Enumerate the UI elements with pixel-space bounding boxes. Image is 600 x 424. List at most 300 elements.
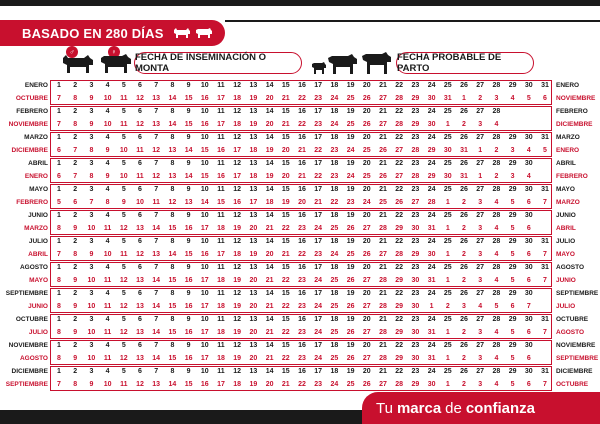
due-day-cell: 27 (379, 251, 387, 258)
day-cell: 12 (233, 186, 242, 193)
due-day-cell: 9 (121, 199, 126, 206)
day-cell: 29 (508, 316, 517, 323)
day-cell: 7 (154, 342, 159, 349)
day-cell: 13 (249, 368, 258, 375)
due-day-cell: 18 (249, 173, 258, 180)
day-cell: 13 (249, 160, 258, 167)
day-cell: 22 (395, 368, 404, 375)
day-cell: 27 (476, 290, 485, 297)
page-title: BASADO EN 280 DÍAS (22, 25, 164, 41)
due-month-label: MAYO (29, 277, 48, 284)
day-cell: 20 (362, 82, 371, 89)
due-day-cell: 3 (478, 121, 483, 128)
day-cell: 27 (476, 108, 485, 115)
day-cell: 22 (395, 82, 404, 89)
due-day-cell: 2 (494, 147, 499, 154)
day-cell: 5 (121, 264, 126, 271)
day-cell: 3 (89, 212, 94, 219)
day-cell: 17 (314, 238, 323, 245)
due-day-cell: 8 (57, 329, 61, 336)
day-cell: 15 (281, 368, 290, 375)
day-cell: 27 (476, 134, 485, 141)
day-cell: 20 (362, 212, 371, 219)
due-day-cell: 22 (281, 355, 290, 362)
day-cell: 25 (443, 134, 452, 141)
day-cell: 17 (314, 316, 323, 323)
day-cell: 11 (217, 368, 225, 375)
day-cell: 25 (443, 368, 452, 375)
due-day-cell: 5 (510, 199, 515, 206)
due-day-cell: 17 (233, 147, 242, 154)
due-day-cell: 23 (314, 95, 323, 102)
due-day-cell: 15 (168, 355, 177, 362)
tagline-middle: de (445, 399, 462, 417)
day-cell: 15 (281, 186, 290, 193)
due-day-cell: 28 (427, 199, 436, 206)
day-cell: 8 (170, 290, 175, 297)
day-cell: 3 (89, 342, 94, 349)
day-cell: 24 (427, 316, 436, 323)
due-day-cell: 26 (346, 225, 355, 232)
day-cell: 2 (73, 212, 78, 219)
day-cell: 21 (379, 368, 387, 375)
due-day-cell: 22 (281, 329, 290, 336)
due-day-cell: 23 (346, 199, 355, 206)
day-cell: 23 (411, 160, 420, 167)
day-cell: 10 (200, 342, 209, 349)
day-cell: 15 (281, 134, 290, 141)
day-cell: 16 (298, 82, 306, 89)
due-day-cell: 14 (152, 355, 161, 362)
due-day-cell: 8 (57, 355, 61, 362)
due-day-cell: 12 (136, 95, 144, 102)
due-day-cell: 19 (233, 303, 242, 310)
day-cell: 31 (541, 264, 549, 271)
day-cell: 30 (524, 368, 533, 375)
due-day-cell: 20 (265, 121, 274, 128)
due-month-label-right: MAYO (556, 251, 575, 258)
due-day-cell: 1 (445, 199, 450, 206)
due-day-cell: 2 (462, 225, 466, 232)
day-cell: 20 (362, 368, 371, 375)
due-day-cell: 4 (494, 251, 499, 258)
day-cell: 18 (330, 316, 339, 323)
due-day-cell: 28 (379, 329, 387, 336)
day-cell: 28 (492, 108, 501, 115)
day-cell: 22 (395, 108, 404, 115)
due-day-cell: 11 (152, 199, 160, 206)
day-cell: 2 (73, 82, 78, 89)
day-cell: 9 (186, 238, 191, 245)
due-day-cell: 20 (249, 355, 258, 362)
due-day-cell: 15 (200, 173, 209, 180)
day-cell: 14 (265, 342, 274, 349)
due-day-cell: 18 (217, 303, 225, 310)
due-day-cell: 12 (136, 121, 144, 128)
day-cell: 9 (186, 290, 191, 297)
day-cell: 5 (121, 290, 126, 297)
day-cell: 19 (346, 290, 355, 297)
due-day-cell: 26 (362, 381, 371, 388)
day-cell: 20 (362, 316, 371, 323)
due-day-cell: 30 (427, 381, 436, 388)
month-label-right: MARZO (556, 134, 580, 141)
day-cell: 25 (443, 82, 452, 89)
due-day-cell: 13 (152, 381, 161, 388)
day-cell: 31 (541, 82, 549, 89)
day-cell: 31 (541, 368, 549, 375)
due-day-cell: 2 (462, 199, 466, 206)
day-cell: 14 (265, 82, 274, 89)
due-day-cell: 16 (200, 381, 209, 388)
due-day-cell: 29 (411, 381, 420, 388)
due-day-cell: 29 (395, 277, 404, 284)
month-label-right: FEBRERO (556, 108, 588, 115)
due-day-cell: 5 (494, 303, 499, 310)
day-cell: 28 (492, 186, 501, 193)
due-day-cell: 16 (200, 251, 209, 258)
day-cell: 25 (443, 342, 452, 349)
day-cell: 11 (217, 108, 225, 115)
due-day-cell: 24 (346, 147, 355, 154)
day-cell: 26 (460, 134, 468, 141)
insemination-row (0, 184, 600, 196)
due-day-cell: 5 (510, 329, 515, 336)
due-day-cell: 8 (57, 225, 61, 232)
day-cell: 1 (57, 368, 61, 375)
due-day-cell: 29 (395, 225, 404, 232)
due-day-cell: 4 (494, 355, 499, 362)
due-day-cell: 5 (510, 251, 515, 258)
day-cell: 26 (460, 82, 468, 89)
day-cell: 15 (281, 82, 290, 89)
due-month-label-right: SEPTIEMBRE (556, 355, 599, 362)
due-day-cell: 17 (200, 329, 209, 336)
due-day-cell: 16 (184, 277, 193, 284)
month-label-right: ABRIL (556, 160, 576, 167)
day-cell: 8 (170, 238, 175, 245)
due-day-cell: 27 (379, 121, 387, 128)
due-day-cell: 14 (168, 251, 177, 258)
due-day-cell: 12 (136, 381, 144, 388)
due-day-cell: 27 (362, 277, 371, 284)
due-day-cell: 13 (152, 251, 161, 258)
due-day-cell: 3 (510, 147, 515, 154)
day-cell: 19 (346, 108, 355, 115)
day-cell: 30 (524, 290, 533, 297)
due-day-cell: 23 (314, 121, 323, 128)
day-cell: 7 (154, 316, 159, 323)
due-day-cell: 19 (233, 225, 242, 232)
due-day-cell: 29 (427, 173, 436, 180)
due-day-cell: 18 (217, 225, 225, 232)
due-day-cell: 12 (119, 355, 128, 362)
day-cell: 1 (57, 134, 61, 141)
day-cell: 22 (395, 316, 404, 323)
day-cell: 18 (330, 238, 339, 245)
due-day-cell: 1 (445, 251, 450, 258)
due-day-cell: 18 (233, 381, 242, 388)
month-label: JULIO (28, 238, 48, 245)
day-cell: 11 (217, 134, 225, 141)
due-day-cell: 21 (281, 251, 290, 258)
day-cell: 5 (121, 160, 126, 167)
day-cell: 26 (460, 212, 468, 219)
insemination-row (0, 158, 600, 170)
day-cell: 9 (186, 316, 191, 323)
due-day-cell: 11 (120, 121, 128, 128)
due-day-cell: 7 (57, 95, 61, 102)
day-cell: 29 (508, 264, 517, 271)
due-day-cell: 17 (200, 303, 209, 310)
due-day-cell: 15 (217, 199, 225, 206)
day-cell: 14 (265, 160, 274, 167)
due-day-cell: 21 (281, 121, 290, 128)
due-day-cell: 29 (395, 329, 404, 336)
male-badge: ♂ (66, 46, 78, 58)
due-day-cell: 9 (73, 303, 78, 310)
due-day-cell: 10 (119, 173, 128, 180)
day-cell: 24 (427, 290, 436, 297)
day-cell: 4 (105, 290, 110, 297)
due-day-cell: 4 (494, 199, 499, 206)
day-cell: 2 (73, 342, 78, 349)
calving-row (0, 223, 600, 235)
due-day-cell: 26 (346, 277, 355, 284)
due-day-cell: 9 (73, 355, 78, 362)
calving-row (0, 249, 600, 261)
due-day-cell: 27 (395, 147, 404, 154)
due-day-cell: 14 (168, 95, 177, 102)
day-cell: 19 (346, 212, 355, 219)
due-day-cell: 24 (314, 225, 323, 232)
day-cell: 24 (427, 368, 436, 375)
day-cell: 10 (200, 108, 209, 115)
day-cell: 2 (73, 108, 78, 115)
due-day-cell: 26 (362, 251, 371, 258)
day-cell: 30 (524, 134, 533, 141)
month-label-right: AGOSTO (556, 264, 585, 271)
day-cell: 17 (314, 342, 323, 349)
due-day-cell: 20 (265, 381, 274, 388)
due-day-cell: 14 (152, 277, 161, 284)
due-day-cell: 20 (249, 303, 258, 310)
due-month-label: AGOSTO (19, 355, 48, 362)
due-day-cell: 27 (411, 199, 420, 206)
day-cell: 27 (476, 342, 485, 349)
day-cell: 26 (460, 186, 468, 193)
day-cell: 14 (265, 186, 274, 193)
due-day-cell: 2 (478, 95, 483, 102)
day-cell: 10 (200, 316, 209, 323)
header-banner (0, 20, 225, 46)
due-day-cell: 21 (265, 355, 274, 362)
due-day-cell: 15 (184, 251, 193, 258)
month-label-right: JUNIO (556, 212, 576, 219)
day-cell: 16 (298, 368, 306, 375)
day-cell: 13 (249, 238, 258, 245)
bull-icon (60, 52, 96, 74)
day-cell: 2 (73, 368, 78, 375)
header-cows (172, 27, 214, 39)
due-day-cell: 9 (89, 381, 94, 388)
due-day-cell: 25 (330, 277, 339, 284)
due-day-cell: 11 (120, 95, 128, 102)
due-day-cell: 13 (184, 199, 193, 206)
day-cell: 5 (121, 368, 126, 375)
day-cell: 9 (186, 108, 191, 115)
due-day-cell: 25 (330, 303, 339, 310)
due-day-cell: 20 (281, 173, 290, 180)
due-day-cell: 12 (168, 199, 177, 206)
due-day-cell: 25 (346, 95, 355, 102)
due-day-cell: 26 (362, 95, 371, 102)
due-day-cell: 10 (87, 277, 96, 284)
month-label-right: DICIEMBRE (556, 368, 593, 375)
due-day-cell: 22 (281, 225, 290, 232)
due-day-cell: 30 (411, 225, 420, 232)
day-cell: 7 (154, 160, 159, 167)
due-day-cell: 8 (57, 303, 61, 310)
due-day-cell: 11 (136, 147, 144, 154)
day-cell: 12 (233, 342, 242, 349)
day-cell: 3 (89, 186, 94, 193)
due-month-label-right: JUNIO (556, 277, 576, 284)
day-cell: 11 (217, 316, 225, 323)
day-cell: 22 (395, 290, 404, 297)
month-label: OCTUBRE (15, 316, 48, 323)
due-day-cell: 22 (298, 121, 306, 128)
day-cell: 9 (186, 212, 191, 219)
day-cell: 21 (379, 264, 387, 271)
day-cell: 16 (298, 316, 306, 323)
due-day-cell: 28 (379, 277, 387, 284)
due-day-cell: 17 (217, 381, 225, 388)
day-cell: 27 (476, 160, 485, 167)
due-day-cell: 10 (103, 251, 112, 258)
due-day-cell: 4 (494, 277, 499, 284)
due-day-cell: 17 (217, 95, 225, 102)
day-cell: 23 (411, 264, 420, 271)
day-cell: 15 (281, 316, 290, 323)
due-day-cell: 7 (57, 381, 61, 388)
due-day-cell: 1 (429, 303, 434, 310)
day-cell: 15 (281, 290, 290, 297)
day-cell: 17 (314, 82, 323, 89)
insemination-label: FECHA DE INSEMINACIÓN O MONTA (134, 52, 302, 74)
due-day-cell: 9 (73, 225, 78, 232)
day-cell: 25 (443, 186, 452, 193)
day-cell: 4 (105, 316, 110, 323)
due-day-cell: 4 (478, 303, 483, 310)
due-day-cell: 6 (73, 199, 78, 206)
day-cell: 8 (170, 316, 175, 323)
due-day-cell: 19 (265, 147, 274, 154)
due-day-cell: 12 (136, 251, 144, 258)
day-cell: 28 (492, 342, 501, 349)
due-day-cell: 19 (249, 381, 258, 388)
day-cell: 31 (541, 316, 549, 323)
due-day-cell: 29 (395, 355, 404, 362)
day-cell: 1 (57, 212, 61, 219)
insemination-row (0, 340, 600, 352)
insemination-row (0, 132, 600, 144)
due-day-cell: 8 (57, 277, 61, 284)
due-day-cell: 7 (57, 251, 61, 258)
due-day-cell: 18 (249, 147, 258, 154)
month-label-right: ENERO (556, 82, 580, 89)
day-cell: 28 (492, 368, 501, 375)
due-day-cell: 21 (265, 303, 274, 310)
due-day-cell: 30 (427, 121, 436, 128)
day-cell: 28 (492, 160, 501, 167)
month-label: FEBRERO (16, 108, 48, 115)
day-cell: 2 (73, 238, 78, 245)
day-cell: 28 (492, 238, 501, 245)
due-day-cell: 3 (478, 355, 483, 362)
due-day-cell: 15 (168, 303, 177, 310)
day-cell: 13 (249, 108, 258, 115)
due-day-cell: 16 (217, 173, 225, 180)
day-cell: 28 (492, 316, 501, 323)
due-month-label: JULIO (28, 329, 48, 336)
due-day-cell: 4 (494, 381, 499, 388)
due-day-cell: 22 (298, 381, 306, 388)
due-day-cell: 4 (494, 225, 499, 232)
insemination-row (0, 236, 600, 248)
day-cell: 23 (411, 238, 420, 245)
due-day-cell: 27 (362, 355, 371, 362)
due-day-cell: 15 (184, 121, 193, 128)
due-month-label: NOVIEMBRE (8, 121, 48, 128)
due-day-cell: 28 (395, 381, 404, 388)
day-cell: 13 (249, 82, 258, 89)
day-cell: 26 (460, 290, 468, 297)
due-day-cell: 10 (87, 355, 96, 362)
day-cell: 8 (170, 134, 175, 141)
day-cell: 9 (186, 160, 191, 167)
due-day-cell: 31 (443, 95, 452, 102)
due-day-cell: 24 (330, 251, 339, 258)
due-day-cell: 7 (57, 121, 61, 128)
due-day-cell: 11 (120, 381, 128, 388)
day-cell: 5 (121, 238, 126, 245)
due-day-cell: 15 (184, 381, 193, 388)
day-cell: 5 (121, 108, 126, 115)
day-cell: 29 (508, 212, 517, 219)
due-day-cell: 12 (152, 147, 161, 154)
day-cell: 5 (121, 186, 126, 193)
day-cell: 21 (379, 186, 387, 193)
month-label: NOVIEMBRE (8, 342, 48, 349)
due-day-cell: 23 (298, 329, 306, 336)
due-day-cell: 15 (168, 225, 177, 232)
due-month-label-right: ENERO (556, 147, 580, 154)
due-day-cell: 20 (249, 329, 258, 336)
day-cell: 7 (154, 238, 159, 245)
day-cell: 18 (330, 82, 339, 89)
due-day-cell: 18 (265, 199, 274, 206)
due-day-cell: 5 (57, 199, 61, 206)
day-cell: 24 (427, 238, 436, 245)
month-label: AGOSTO (19, 264, 48, 271)
due-day-cell: 10 (103, 95, 112, 102)
day-cell: 29 (508, 134, 517, 141)
day-cell: 17 (314, 368, 323, 375)
due-day-cell: 21 (314, 199, 323, 206)
day-cell: 9 (186, 82, 191, 89)
due-day-cell: 1 (445, 121, 450, 128)
